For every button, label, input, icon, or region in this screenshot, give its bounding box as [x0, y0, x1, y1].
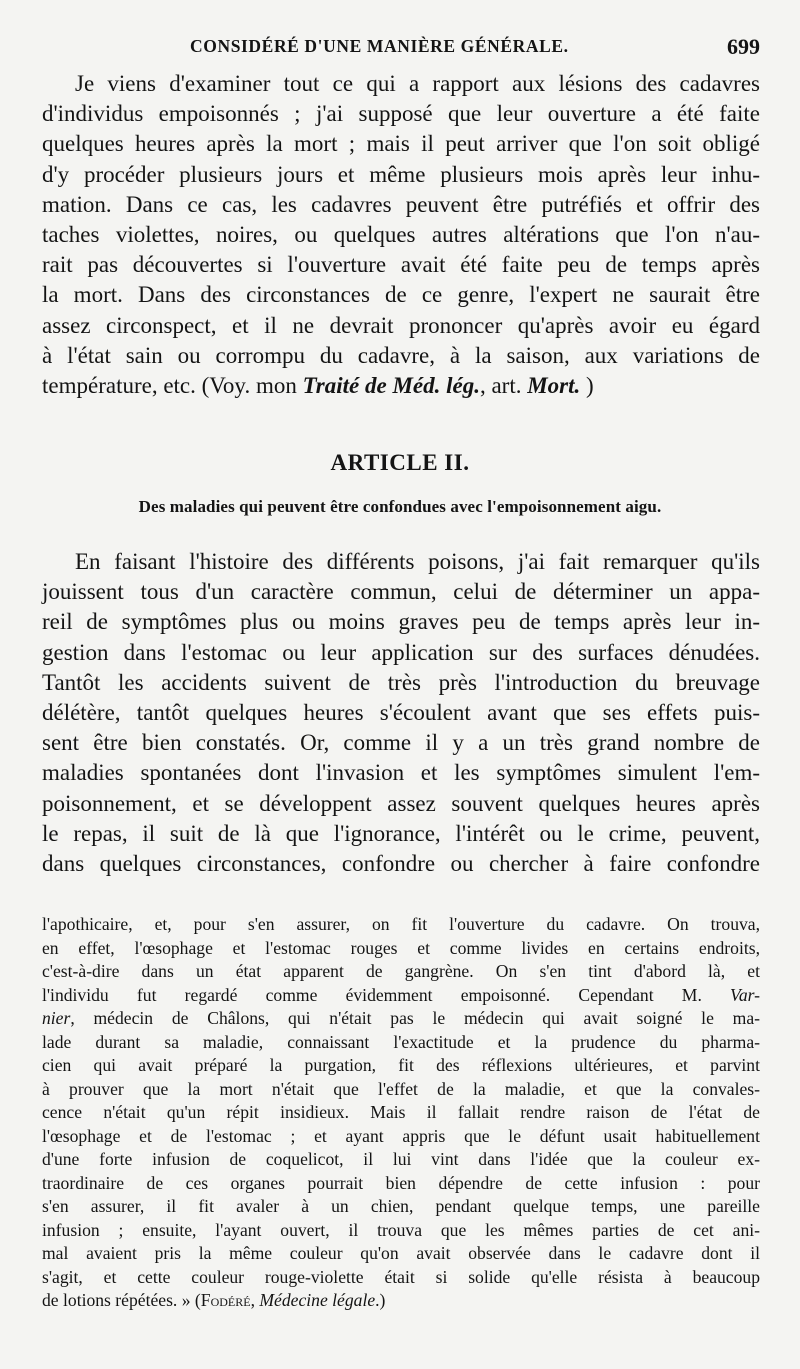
footnote-line: d'une forte infusion de coquelicot, il lui vint dans l'idée que la couleur ex- [42, 1149, 760, 1169]
paragraph-line: assez circonspect, et il ne devrait prononcer qu'après avoir eu égard [42, 312, 760, 338]
paragraph-last-line [42, 371, 760, 401]
paragraph-line: maladies spontanées dont l'invasion et les symptômes simulent l'em- [42, 760, 760, 786]
running-head [42, 36, 760, 66]
paragraph-line: Tantôt les accidents suivent de très près l'introduction du breuvage [42, 669, 760, 695]
footnote-line [42, 984, 760, 1008]
footnote-line: l'apothicaire, et, pour s'en assurer, on fit l'ouverture du cadavre. On trouva, [42, 914, 760, 934]
page-number: 699 [727, 34, 760, 59]
footnote-line: cien qui avait préparé la purgation, fit des réflexions ultérieures, et parvint [42, 1055, 760, 1075]
text-run: , médecin de Châlons, qui n'était pas le médecin qui avait soigné le ma- [70, 1008, 760, 1028]
footnote-line: mal avaient pris la même couleur qu'on avait observée dans le cadavre dont il [42, 1243, 760, 1263]
cited-author: Fodéré [200, 1290, 251, 1310]
footnote-line: cence n'était qu'un répit insidieux. Mais il fallait rendre raison de l'état de [42, 1102, 760, 1122]
footnote-line: en effet, l'œsophage et l'estomac rouges et comme livides en certains endroits, [42, 937, 760, 958]
italic-word: Mort. [527, 373, 581, 399]
cited-work: Médecine légale [259, 1290, 376, 1310]
paragraph-line: Je viens d'examiner tout ce qui a rapport aux lésions des cadavres [75, 71, 760, 96]
footnote-line [42, 1007, 760, 1031]
running-title: CONSIDÉRÉ D'UNE MANIÈRE GÉNÉRALE. [190, 36, 569, 56]
footnote-line: c'est-à-dire dans un état apparent de gangrène. On s'en tint d'abord là, et [42, 961, 760, 981]
article-heading: ARTICLE II. [330, 450, 470, 475]
text-run: , [250, 1290, 260, 1310]
text-run: température, etc. (Voy. mon [42, 373, 303, 399]
paragraph-histoire-poisons [42, 547, 760, 879]
text-run: .) [375, 1290, 386, 1310]
footnote-line: s'agit, et cette couleur rouge-violette était si solide qu'elle résista à beaucoup [42, 1266, 760, 1287]
footnote-line: lade durant sa maladie, connaissant l'exactitude et la prudence du pharma- [42, 1031, 760, 1052]
footnote-last-line [42, 1289, 760, 1313]
paragraph-line: reil de symptômes plus ou moins graves peu de temps après leur in- [42, 609, 760, 635]
article-subtitle: Des maladies qui peuvent être confondues avec l'empoisonnement aigu. [138, 497, 662, 516]
text-run: l'individu fut regardé comme évidemment empoisonné. Cependant M. [42, 984, 731, 1005]
italic-title: Traité de Méd. lég. [302, 373, 480, 399]
paragraph-line: sent être bien constatés. Or, comme il y a un très grand nombre de [42, 730, 760, 756]
footnote [42, 913, 760, 1313]
paragraph-line: la mort. Dans des circonstances de ce genre, l'expert ne saurait être [42, 282, 760, 308]
footnote-line: traordinaire de ces organes pourrait bien dépendre de cette infusion : pour [42, 1172, 760, 1193]
paragraph-line: quelques heures après la mort ; mais il peut arriver que l'on soit obligé [42, 131, 760, 157]
paragraph-line: à l'état sain ou corrompu du cadavre, à la saison, aux variations de [42, 342, 760, 368]
footnote-line: s'en assurer, il fit avaler à un chien, pendant quelque temps, une pareille [42, 1196, 760, 1216]
paragraph-line: jouissent tous d'un caractère commun, celui de déterminer un appa- [42, 579, 760, 605]
author-name: Var- [730, 984, 760, 1005]
footnote-line: infusion ; ensuite, l'ayant ouvert, il trouva que les mêmes parties de cet ani- [42, 1219, 760, 1240]
paragraph-line: En faisant l'histoire des différents poisons, j'ai fait remarquer qu'ils [75, 549, 760, 574]
paragraph-line: gestion dans l'estomac ou leur application sur des surfaces dénudées. [42, 639, 760, 665]
paragraph-line: dans quelques circonstances, confondre ou chercher à faire confondre [42, 851, 760, 877]
paragraph-line: mation. Dans ce cas, les cadavres peuvent être putréfiés et offrir des [42, 191, 760, 217]
paragraph-line: d'individus empoisonnés ; j'ai supposé que leur ouverture a été faite [42, 101, 760, 127]
paragraph-line: délétère, tantôt quelques heures s'écoulent avant que ses effets puis- [42, 700, 760, 726]
paragraph-line: poisonnement, et se développent assez souvent quelques heures après [42, 790, 760, 816]
author-name: nier [42, 1008, 71, 1028]
footnote-line: l'œsophage et de l'estomac ; et ayant appris que le défunt usait habituellement [42, 1125, 760, 1146]
paragraph-line: taches violettes, noires, ou quelques autres altérations que l'on n'au- [42, 222, 760, 248]
paragraph-line: le repas, il suit de là que l'ignorance, l'intérêt ou le crime, peuvent, [42, 820, 760, 846]
footnote-line: à prouver que la mort n'était que l'effet de la maladie, et que la convales- [42, 1078, 760, 1099]
text-run: de lotions répétées. » ( [42, 1290, 201, 1310]
paragraph-lesions-cadavres [42, 69, 760, 401]
text-run: ) [580, 373, 594, 399]
paragraph-line: d'y procéder plusieurs jours et même plusieurs mois après leur inhu- [42, 161, 760, 187]
text-run: , art. [479, 373, 528, 399]
paragraph-line: rait pas découvertes si l'ouverture avait été faite peu de temps après [42, 252, 760, 278]
